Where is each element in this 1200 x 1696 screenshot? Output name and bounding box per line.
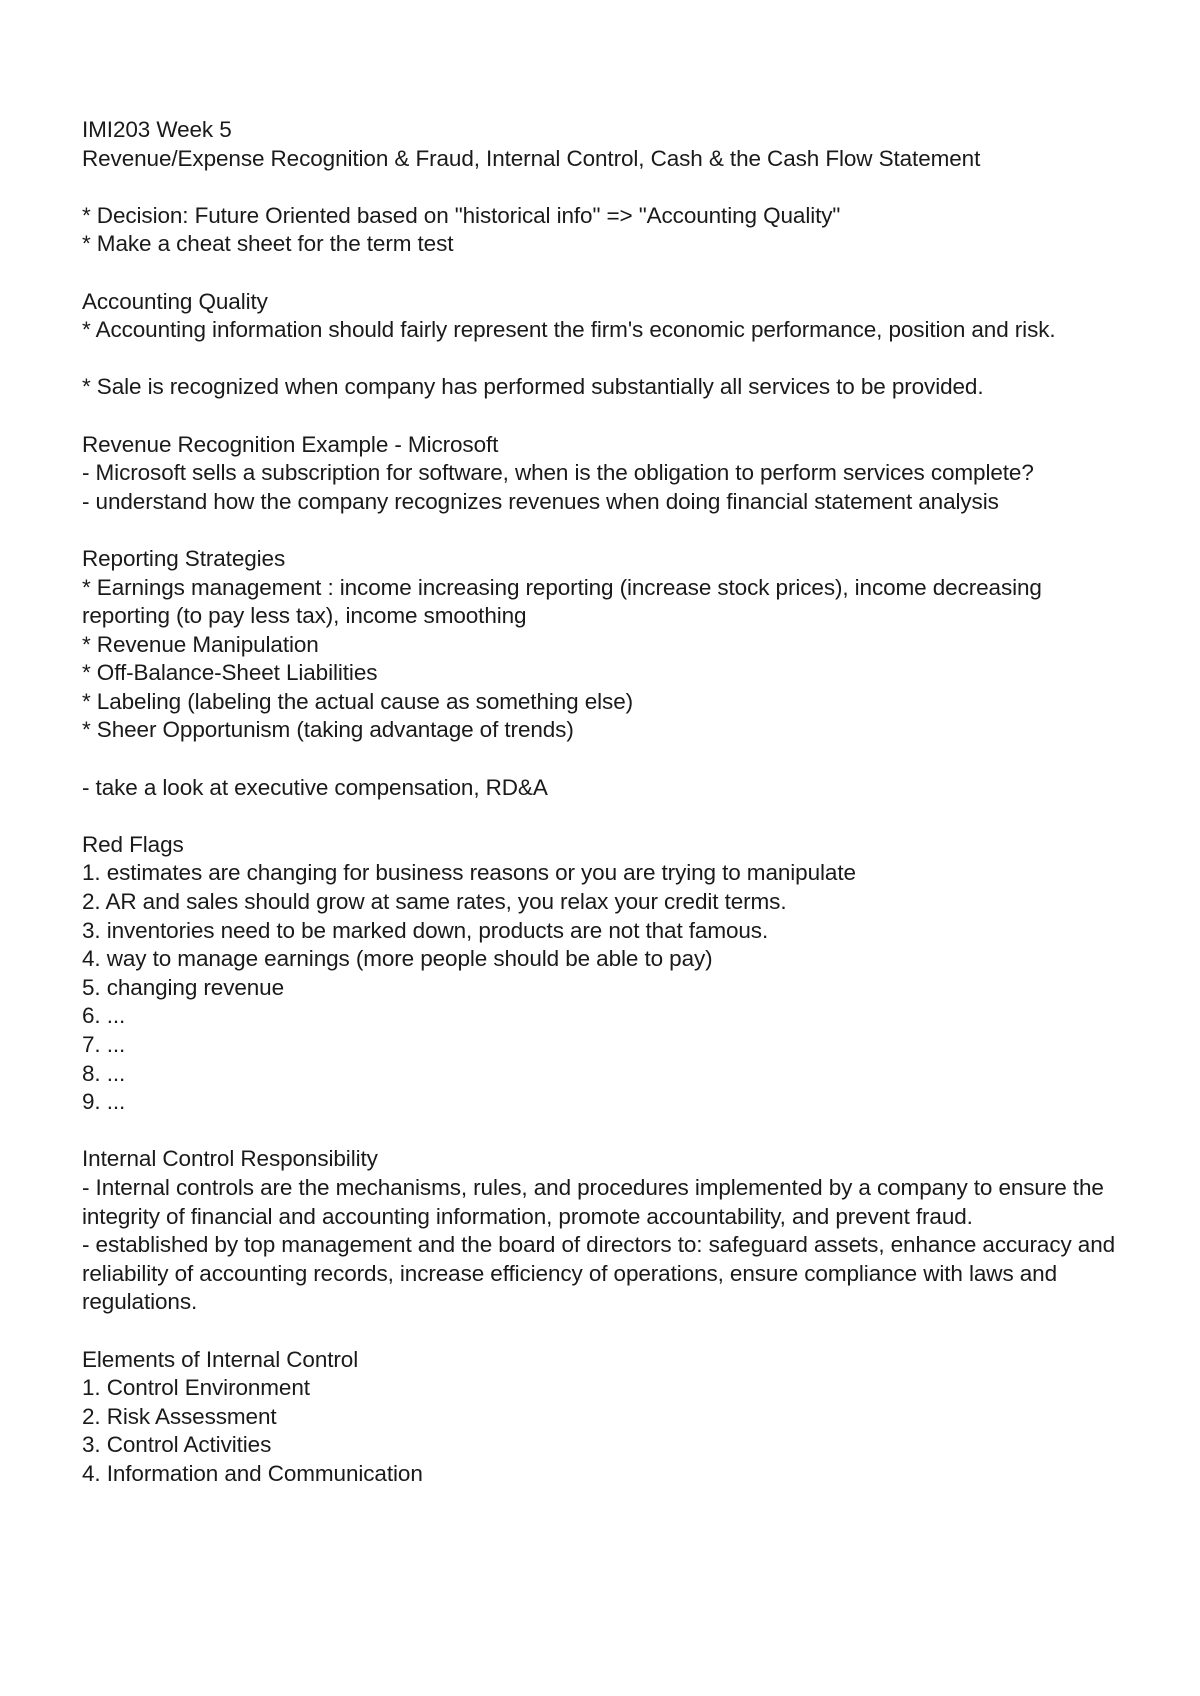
intro-item: * Decision: Future Oriented based on "historical info" => "Accounting Quality" — [82, 202, 841, 228]
spacer — [82, 745, 1132, 774]
red-flag-item: 6. ... — [82, 1003, 126, 1029]
reporting-strategy-item: * Revenue Manipulation — [82, 631, 319, 657]
spacer — [82, 173, 1132, 202]
spacer — [82, 259, 1132, 288]
red-flag-item: 7. ... — [82, 1032, 126, 1057]
revenue-recognition-item: - understand how the company recognizes revenues when doing financial statement analysis — [82, 488, 999, 514]
spacer — [82, 1317, 1132, 1346]
elements-item: 2. Risk Assessment — [82, 1403, 277, 1429]
spacer — [82, 345, 1132, 374]
reporting-strategy-item: * Labeling (labeling the actual cause as something else) — [82, 688, 634, 714]
elements-item: 4. Information and Communication — [82, 1460, 423, 1486]
document-page — [82, 116, 1132, 1489]
spacer — [82, 802, 1132, 831]
spacer — [82, 516, 1132, 545]
accounting-quality-heading: Accounting Quality — [82, 288, 268, 314]
red-flag-item: 5. changing revenue — [82, 974, 285, 1000]
red-flag-item: 3. inventories need to be marked down, products are not that famous. — [82, 917, 769, 943]
internal-control-item: - Internal controls are the mechanisms, rules, and procedures implemented by a company to ensure the integrity of financial and accounting information, promote accountability, and prevent fraud. — [82, 1174, 1110, 1229]
red-flag-item: 1. estimates are changing for business reasons or you are trying to manipulate — [82, 860, 856, 886]
elements-heading: Elements of Internal Control — [82, 1346, 359, 1372]
red-flags-heading: Red Flags — [82, 831, 184, 857]
internal-control-heading: Internal Control Responsibility — [82, 1146, 378, 1172]
red-flag-item: 4. way to manage earnings (more people should be able to pay) — [82, 946, 713, 972]
topic-title: Revenue/Expense Recognition & Fraud, Internal Control, Cash & the Cash Flow Statement — [82, 145, 981, 171]
reporting-strategy-item: * Sheer Opportunism (taking advantage of trends) — [82, 717, 574, 743]
accounting-quality-point: * Sale is recognized when company has performed substantially all services to be provided. — [82, 374, 984, 400]
reporting-strategies-note: - take a look at executive compensation, RD&A — [82, 774, 548, 800]
accounting-quality-point: * Accounting information should fairly represent the firm's economic performance, position and risk. — [82, 317, 1056, 343]
reporting-strategy-item: * Earnings management : income increasing reporting (increase stock prices), income decreasing reporting (to pay less tax), income smoothing — [82, 574, 1048, 629]
revenue-recognition-item: - Microsoft sells a subscription for software, when is the obligation to perform services complete? — [82, 460, 1034, 486]
spacer — [82, 402, 1132, 431]
red-flag-item: 9. ... — [82, 1089, 126, 1115]
spacer — [82, 1117, 1132, 1146]
internal-control-item: - established by top management and the board of directors to: safeguard assets, enhance accuracy and reliability of accounting records, increase efficiency of operations, ensure compliance with laws and regulations. — [82, 1232, 1122, 1315]
red-flag-item: 2. AR and sales should grow at same rates, you relax your credit terms. — [82, 889, 787, 915]
elements-item: 3. Control Activities — [82, 1432, 272, 1458]
reporting-strategies-heading: Reporting Strategies — [82, 545, 286, 571]
elements-item: 1. Control Environment — [82, 1375, 310, 1401]
red-flag-item: 8. ... — [82, 1060, 126, 1086]
course-title: IMI203 Week 5 — [82, 117, 232, 142]
revenue-recognition-heading: Revenue Recognition Example - Microsoft — [82, 431, 499, 457]
reporting-strategy-item: * Off-Balance-Sheet Liabilities — [82, 660, 378, 686]
intro-item: * Make a cheat sheet for the term test — [82, 231, 454, 257]
